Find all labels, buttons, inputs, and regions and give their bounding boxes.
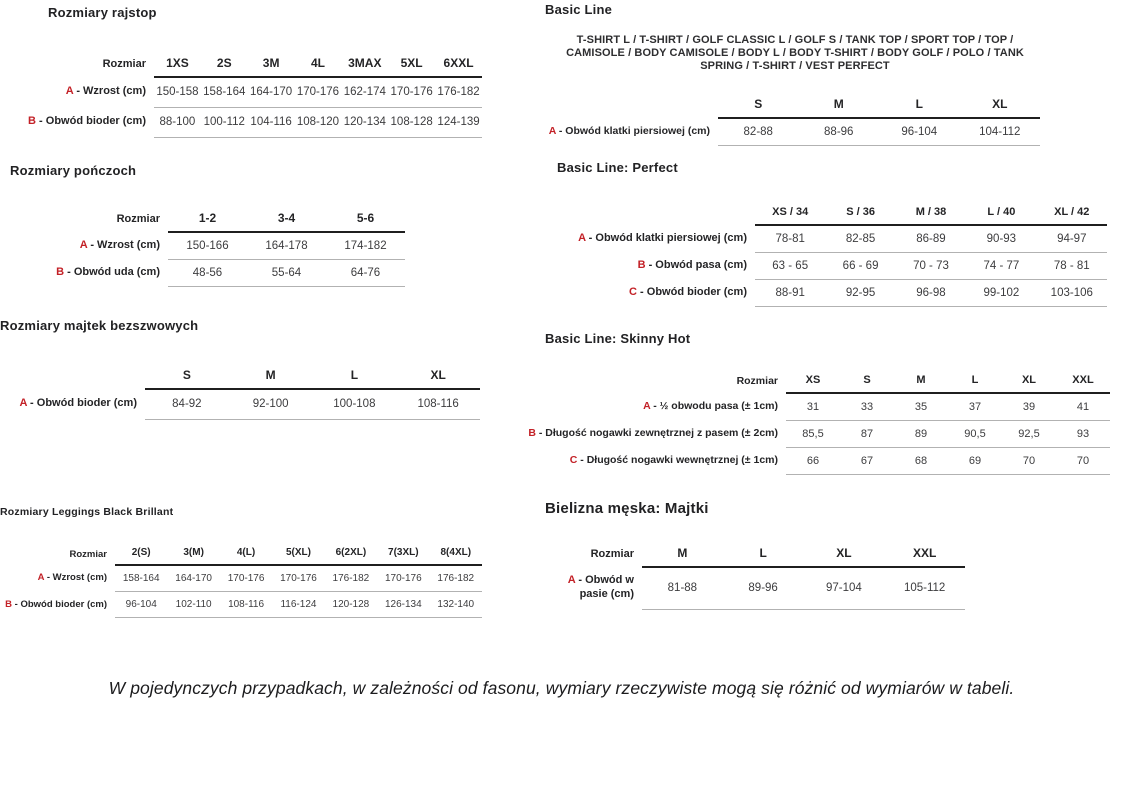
rajstopy-table [10, 53, 482, 138]
measure-label: - Obwód w pasie (cm) [575, 574, 634, 600]
value-cell: 176-182 [430, 565, 482, 592]
value-cell: 105-112 [884, 567, 965, 609]
row-label [0, 389, 145, 419]
measure-label: - Obwód bioder (cm) [637, 286, 747, 299]
section-title: Rozmiary majtek bezszwowych [0, 318, 199, 333]
column-header: 8(4XL) [430, 544, 482, 565]
size-table [0, 544, 482, 618]
table-header [10, 208, 405, 232]
value-cell: 102-110 [167, 592, 219, 618]
value-cell: 94-97 [1037, 225, 1107, 253]
value-cell: 108-116 [220, 592, 272, 618]
table-header [0, 365, 480, 389]
measure-letter: B [28, 115, 36, 128]
measure-label: - Obwód bioder (cm) [36, 115, 146, 128]
column-header: XL [960, 94, 1041, 118]
value-cell: 116-124 [272, 592, 324, 618]
size-table [500, 371, 1110, 475]
column-header: XL [1002, 371, 1056, 393]
row-label [545, 225, 755, 253]
value-cell: 92-95 [825, 280, 895, 307]
column-header: M / 38 [896, 203, 966, 225]
measure-letter: B [5, 598, 12, 610]
size-table [530, 94, 1040, 146]
section-title: Basic Line: Perfect [557, 160, 678, 175]
table-header [530, 94, 1040, 118]
size-table [0, 365, 480, 420]
value-cell: 89-96 [723, 567, 804, 609]
measure-letter: B [528, 427, 536, 440]
column-header: XS [786, 371, 840, 393]
bielizna-meska-table [558, 543, 965, 610]
column-header: M [229, 365, 313, 389]
column-header: 2(S) [115, 544, 167, 565]
value-cell: 164-170 [248, 77, 295, 107]
value-cell: 150-166 [168, 232, 247, 260]
section-title: Basic Line [545, 2, 613, 17]
measure-letter: A [19, 397, 27, 410]
column-header: 5XL [388, 53, 435, 77]
value-cell: 70 - 73 [896, 253, 966, 280]
value-cell: 99-102 [966, 280, 1036, 307]
column-header: XL [804, 543, 885, 567]
table-body [500, 393, 1110, 475]
measure-letter: B [637, 259, 646, 272]
value-cell: 87 [840, 421, 894, 448]
value-cell: 158-164 [201, 77, 248, 107]
table-row [500, 421, 1110, 448]
section-rozmiary-leggings [0, 506, 482, 618]
value-cell: 63 - 65 [755, 253, 825, 280]
table-body [545, 225, 1107, 307]
value-cell: 176-182 [325, 565, 377, 592]
column-header: XXL [884, 543, 965, 567]
measure-label: - ½ obwodu pasa (± 1cm) [650, 400, 778, 413]
table-body [530, 118, 1040, 146]
measure-letter: C [629, 286, 637, 299]
column-header: 7(3XL) [377, 544, 429, 565]
row-label [10, 260, 168, 287]
value-cell: 69 [948, 448, 1002, 475]
table-corner-label [530, 94, 718, 118]
table-corner-label: Rozmiar [102, 58, 146, 71]
value-cell: 88-96 [799, 118, 880, 146]
column-header: S [145, 365, 229, 389]
section-title: Rozmiary rajstop [48, 5, 157, 20]
value-cell: 100-108 [313, 389, 397, 419]
table-header [558, 543, 965, 567]
table-header [500, 371, 1110, 393]
column-header: XXL [1056, 371, 1110, 393]
value-cell: 108-120 [295, 107, 342, 137]
value-cell: 85,5 [786, 421, 840, 448]
value-cell: 31 [786, 393, 840, 421]
column-header: L [313, 365, 397, 389]
table-row [0, 389, 480, 419]
skinny-hot-table [500, 371, 1110, 475]
row-label [0, 592, 115, 618]
column-header: 3M [248, 53, 295, 77]
table-row [10, 77, 482, 107]
value-cell: 82-88 [718, 118, 799, 146]
table-row [500, 393, 1110, 421]
row-label [545, 280, 755, 307]
value-cell: 96-104 [879, 118, 960, 146]
header-row [530, 94, 1040, 118]
table-header [0, 544, 482, 565]
value-cell: 170-176 [295, 77, 342, 107]
value-cell: 120-128 [325, 592, 377, 618]
basic-line-products-list: T-SHIRT L / T-SHIRT / GOLF CLASSIC L / GOLF S / TANK TOP / SPORT TOP / TOP / CAMISOLE / BODY CAMISOLE / BODY L / BODY T-SHIRT / BODY GOLF / POLO / TANK SPRING / T-SHIRT / VEST PERFECT [566, 34, 1024, 73]
footer-disclaimer: W pojedynczych przypadkach, w zależności od fasonu, wymiary rzeczywiste mogą się różnić od wymiarów w tabeli. [108, 678, 1015, 698]
value-cell: 170-176 [377, 565, 429, 592]
measure-label: - Wzrost (cm) [44, 572, 107, 584]
value-cell: 108-128 [388, 107, 435, 137]
value-cell: 66 [786, 448, 840, 475]
section-rozmiary-ponczoch [10, 163, 405, 287]
section-rozmiary-majtek-bezszwowych [0, 318, 480, 420]
value-cell: 104-112 [960, 118, 1041, 146]
value-cell: 93 [1056, 421, 1110, 448]
value-cell: 86-89 [896, 225, 966, 253]
measure-label: - Obwód bioder (cm) [12, 598, 107, 610]
measure-label: - Długość nogawki zewnętrznej z pasem (± 2cm) [535, 427, 778, 440]
value-cell: 41 [1056, 393, 1110, 421]
basic-line-perfect-table [545, 203, 1107, 307]
table-row [0, 565, 482, 592]
row-label [530, 118, 718, 146]
measure-letter: A [79, 238, 88, 251]
header-row [0, 544, 482, 565]
value-cell: 176-182 [435, 77, 482, 107]
value-cell: 67 [840, 448, 894, 475]
measure-label: - Wzrost (cm) [73, 85, 146, 98]
table-header [545, 203, 1107, 225]
table-body [0, 565, 482, 618]
table-corner-label: Rozmiar [116, 213, 160, 226]
section-title: Rozmiary pończoch [10, 163, 137, 178]
header-row [10, 53, 482, 77]
value-cell: 124-139 [435, 107, 482, 137]
measure-letter: A [643, 400, 651, 413]
table-corner-label [0, 365, 145, 389]
section-title: Basic Line: Skinny Hot [545, 331, 691, 346]
value-cell: 37 [948, 393, 1002, 421]
measure-letter: C [569, 454, 578, 467]
column-header: XL [396, 365, 480, 389]
value-cell: 90,5 [948, 421, 1002, 448]
column-header: XL / 42 [1037, 203, 1107, 225]
measure-label: - Obwód klatki piersiowej (cm) [555, 124, 710, 137]
value-cell: 103-106 [1037, 280, 1107, 307]
value-cell: 164-178 [247, 232, 326, 260]
value-cell: 82-85 [825, 225, 895, 253]
table-row [545, 253, 1107, 280]
table-row [10, 232, 405, 260]
size-table [10, 53, 482, 138]
column-header: 2S [201, 53, 248, 77]
section-bielizna-meska-majtki [545, 500, 965, 610]
table-body [0, 389, 480, 419]
value-cell: 170-176 [388, 77, 435, 107]
value-cell: 132-140 [430, 592, 482, 618]
leggings-table [0, 544, 482, 618]
value-cell: 88-100 [154, 107, 201, 137]
column-header: L [879, 94, 960, 118]
measure-label: - Obwód bioder (cm) [27, 397, 137, 410]
value-cell: 158-164 [115, 565, 167, 592]
row-label [558, 567, 642, 609]
value-cell: 66 - 69 [825, 253, 895, 280]
column-header: M [894, 371, 948, 393]
table-row [545, 225, 1107, 253]
value-cell: 100-112 [201, 107, 248, 137]
value-cell: 150-158 [154, 77, 201, 107]
value-cell: 120-134 [341, 107, 388, 137]
table-row [10, 107, 482, 137]
value-cell: 170-176 [272, 565, 324, 592]
table-row [0, 592, 482, 618]
column-header: 3(M) [167, 544, 219, 565]
measure-letter: A [567, 574, 576, 587]
table-row [558, 567, 965, 609]
column-header: 1-2 [168, 208, 247, 232]
value-cell: 70 [1056, 448, 1110, 475]
table-header [10, 53, 482, 77]
column-header: M [642, 543, 723, 567]
header-row [0, 365, 480, 389]
value-cell: 108-116 [396, 389, 480, 419]
column-header: S / 36 [825, 203, 895, 225]
measure-letter: A [37, 572, 45, 584]
column-header: S [840, 371, 894, 393]
section-basic-line-perfect [545, 160, 1107, 307]
value-cell: 39 [1002, 393, 1056, 421]
header-row [558, 543, 965, 567]
value-cell: 55-64 [247, 260, 326, 287]
measure-label: - Obwód uda (cm) [64, 266, 160, 279]
table-corner-label [545, 203, 755, 225]
value-cell: 92,5 [1002, 421, 1056, 448]
value-cell: 164-170 [167, 565, 219, 592]
value-cell: 68 [894, 448, 948, 475]
basic-line-table [530, 94, 1040, 146]
size-table [558, 543, 965, 610]
table-body [10, 232, 405, 287]
measure-letter: A [578, 231, 586, 244]
value-cell: 70 [1002, 448, 1056, 475]
column-header: 6XXL [435, 53, 482, 77]
section-rozmiary-rajstop [10, 5, 482, 138]
size-table [545, 203, 1107, 307]
ponczochy-table [10, 208, 405, 287]
measure-letter: B [56, 266, 65, 279]
value-cell: 88-91 [755, 280, 825, 307]
row-label [545, 253, 755, 280]
value-cell: 48-56 [168, 260, 247, 287]
value-cell: 97-104 [804, 567, 885, 609]
table-row [545, 280, 1107, 307]
column-header: L [723, 543, 804, 567]
majtki-bezszwowe-table [0, 365, 480, 420]
value-cell: 170-176 [220, 565, 272, 592]
value-cell: 90-93 [966, 225, 1036, 253]
section-title: Rozmiary Leggings Black Brillant [0, 506, 174, 518]
table-body [558, 567, 965, 609]
value-cell: 78-81 [755, 225, 825, 253]
row-label [10, 232, 168, 260]
header-row [545, 203, 1107, 225]
measure-letter: A [548, 124, 556, 137]
table-corner-label: Rozmiar [590, 548, 634, 561]
column-header: 4(L) [220, 544, 272, 565]
table-corner-label: Rozmiar [736, 375, 778, 388]
column-header: S [718, 94, 799, 118]
column-header: 3MAX [341, 53, 388, 77]
header-row [10, 208, 405, 232]
section-basic-line-skinny-hot [500, 331, 1110, 475]
value-cell: 104-116 [248, 107, 295, 137]
column-header: L / 40 [966, 203, 1036, 225]
row-label [10, 107, 154, 137]
section-title: Bielizna męska: Majtki [545, 500, 709, 517]
row-label [10, 77, 154, 107]
row-label [500, 421, 786, 448]
column-header: M [799, 94, 880, 118]
row-label [0, 565, 115, 592]
header-row [500, 371, 1110, 393]
row-label [500, 393, 786, 421]
measure-label: - Długość nogawki wewnętrznej (± 1cm) [577, 454, 778, 467]
column-header: 1XS [154, 53, 201, 77]
measure-label: - Obwód pasa (cm) [645, 259, 747, 272]
value-cell: 64-76 [326, 260, 405, 287]
value-cell: 126-134 [377, 592, 429, 618]
value-cell: 33 [840, 393, 894, 421]
value-cell: 81-88 [642, 567, 723, 609]
value-cell: 96-104 [115, 592, 167, 618]
value-cell: 174-182 [326, 232, 405, 260]
measure-letter: A [65, 85, 74, 98]
value-cell: 92-100 [229, 389, 313, 419]
value-cell: 89 [894, 421, 948, 448]
value-cell: 78 - 81 [1037, 253, 1107, 280]
value-cell: 35 [894, 393, 948, 421]
column-header: 4L [295, 53, 342, 77]
column-header: 5-6 [326, 208, 405, 232]
column-header: 5(XL) [272, 544, 324, 565]
row-label [500, 448, 786, 475]
measure-label: - Obwód klatki piersiowej (cm) [585, 231, 747, 244]
column-header: 3-4 [247, 208, 326, 232]
table-row [530, 118, 1040, 146]
table-row [500, 448, 1110, 475]
value-cell: 96-98 [896, 280, 966, 307]
value-cell: 74 - 77 [966, 253, 1036, 280]
column-header: XS / 34 [755, 203, 825, 225]
table-corner-label: Rozmiar [69, 548, 107, 560]
table-body [10, 77, 482, 137]
section-basic-line [530, 2, 1040, 146]
measure-label: - Wzrost (cm) [87, 238, 160, 251]
value-cell: 84-92 [145, 389, 229, 419]
table-row [10, 260, 405, 287]
size-table [10, 208, 405, 287]
column-header: 6(2XL) [325, 544, 377, 565]
column-header: L [948, 371, 1002, 393]
value-cell: 162-174 [341, 77, 388, 107]
